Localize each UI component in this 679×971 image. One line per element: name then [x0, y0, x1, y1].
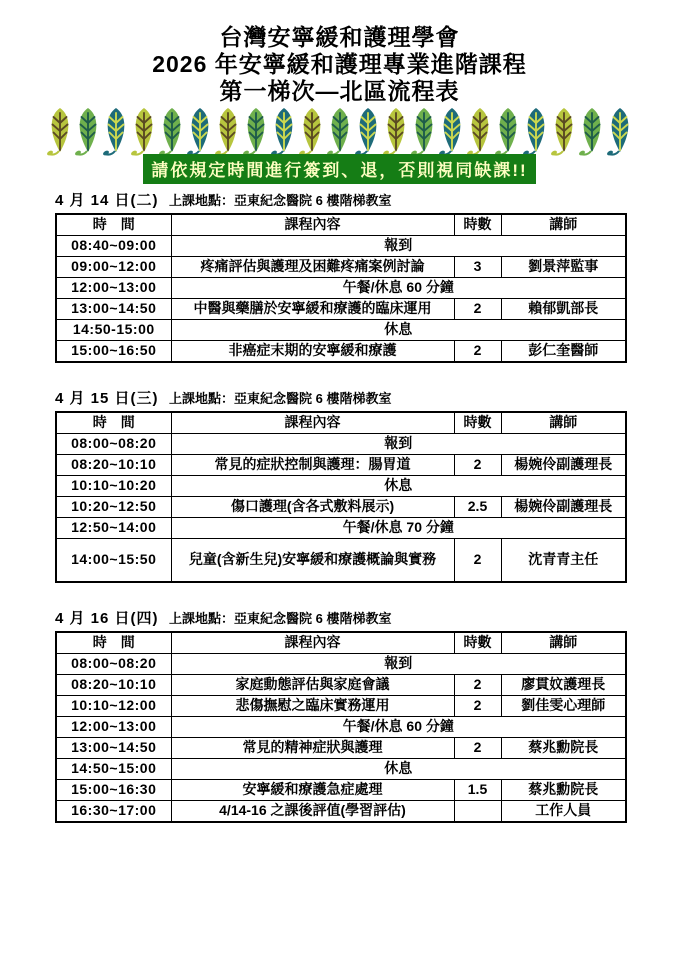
course-cell: 傷口護理(含各式敷料展示): [171, 497, 454, 518]
merged-activity-cell: 午餐/休息 60 分鐘: [171, 717, 626, 738]
lecturer-cell: 劉景萍監事: [501, 257, 626, 278]
course-cell: 中醫與藥膳於安寧緩和療護的臨床運用: [171, 299, 454, 320]
date-label: 4 月 14 日(二): [55, 192, 159, 209]
title-block: [0, 24, 679, 105]
leaf-icon: [186, 107, 214, 157]
time-cell: 14:00~15:50: [56, 539, 171, 583]
hours-cell: 2: [454, 341, 501, 363]
merged-activity-cell: 休息: [171, 320, 626, 341]
header-row: [56, 214, 626, 236]
table-row: [56, 675, 626, 696]
leaf-icon: [578, 107, 606, 157]
col-header-hours: 時數: [454, 632, 501, 654]
table-row: [56, 236, 626, 257]
lecturer-cell: 廖貫妏護理長: [501, 675, 626, 696]
table-row: [56, 696, 626, 717]
course-cell: 兒童(含新生兒)安寧緩和療護概論與實務: [171, 539, 454, 583]
leaf-icon: [158, 107, 186, 157]
schedule-table-april-15: [55, 411, 627, 583]
day-section-april-15: [55, 387, 627, 583]
day-section-april-16: [55, 607, 627, 823]
leaf-icon: [382, 107, 410, 157]
time-cell: 12:50~14:00: [56, 518, 171, 539]
table-row: [56, 539, 626, 583]
table-row: [56, 717, 626, 738]
merged-activity-cell: 報到: [171, 434, 626, 455]
table-row: [56, 257, 626, 278]
leaf-icon: [354, 107, 382, 157]
hours-cell: 2: [454, 299, 501, 320]
col-header-lecturer: 講師: [501, 632, 626, 654]
col-header-time: 時 間: [56, 632, 171, 654]
hours-cell: 1.5: [454, 780, 501, 801]
hours-cell: 2: [454, 738, 501, 759]
leaf-icon: [102, 107, 130, 157]
time-cell: 14:50~15:00: [56, 759, 171, 780]
day-label-april-16: [55, 607, 627, 628]
leaf-icon: [606, 107, 634, 157]
merged-activity-cell: 報到: [171, 654, 626, 675]
time-cell: 08:20~10:10: [56, 675, 171, 696]
lecturer-cell: 楊婉伶副護理長: [501, 497, 626, 518]
lecturer-cell: 楊婉伶副護理長: [501, 455, 626, 476]
lecturer-cell: 工作人員: [501, 801, 626, 823]
attendance-notice-banner: 請依規定時間進行簽到、退，否則視同缺課!!: [143, 154, 535, 184]
leaf-icon: [326, 107, 354, 157]
time-cell: 13:00~14:50: [56, 738, 171, 759]
day-section-april-14: [55, 189, 627, 363]
hours-cell: 2: [454, 539, 501, 583]
table-row: [56, 476, 626, 497]
hours-cell: [454, 801, 501, 823]
time-cell: 13:00~14:50: [56, 299, 171, 320]
leaf-icon: [298, 107, 326, 157]
leaf-icon: [242, 107, 270, 157]
table-row: [56, 278, 626, 299]
leaf-icon: [214, 107, 242, 157]
table-row: [56, 497, 626, 518]
col-header-lecturer: 講師: [501, 412, 626, 434]
lecturer-cell: 蔡兆勳院長: [501, 738, 626, 759]
course-cell: 4/14-16 之課後評值(學習評估): [171, 801, 454, 823]
table-row: [56, 341, 626, 363]
time-cell: 08:40~09:00: [56, 236, 171, 257]
table-row: [56, 320, 626, 341]
merged-activity-cell: 休息: [171, 476, 626, 497]
page-title-line-3: 第一梯次—北區流程表: [219, 78, 460, 104]
schedule-table-april-16: [55, 631, 627, 823]
leaf-icon: [74, 107, 102, 157]
leaf-icon: [494, 107, 522, 157]
time-cell: 15:00~16:50: [56, 341, 171, 363]
table-row: [56, 654, 626, 675]
col-header-hours: 時數: [454, 214, 501, 236]
table-row: [56, 434, 626, 455]
course-cell: 家庭動態評估與家庭會議: [171, 675, 454, 696]
col-header-content: 課程內容: [171, 214, 454, 236]
leaf-icon: [130, 107, 158, 157]
time-cell: 08:00~08:20: [56, 434, 171, 455]
page-title-line-1: 台灣安寧緩和護理學會: [219, 24, 460, 50]
time-cell: 15:00~16:30: [56, 780, 171, 801]
col-header-hours: 時數: [454, 412, 501, 434]
time-cell: 09:00~12:00: [56, 257, 171, 278]
merged-activity-cell: 午餐/休息 70 分鐘: [171, 518, 626, 539]
col-header-content: 課程內容: [171, 412, 454, 434]
table-row: [56, 455, 626, 476]
leaf-icon: [438, 107, 466, 157]
day-label-april-14: [55, 189, 627, 210]
leaf-icon: [550, 107, 578, 157]
merged-activity-cell: 午餐/休息 60 分鐘: [171, 278, 626, 299]
time-cell: 10:10~12:00: [56, 696, 171, 717]
table-row: [56, 780, 626, 801]
lecturer-cell: 沈青青主任: [501, 539, 626, 583]
course-cell: 悲傷撫慰之臨床實務運用: [171, 696, 454, 717]
table-row: [56, 299, 626, 320]
table-row: [56, 801, 626, 823]
course-cell: 非癌症末期的安寧緩和療護: [171, 341, 454, 363]
table-row: [56, 518, 626, 539]
course-cell: 安寧緩和療護急症處理: [171, 780, 454, 801]
time-cell: 12:00~13:00: [56, 717, 171, 738]
schedule-table-april-14: [55, 213, 627, 363]
leaf-icon: [522, 107, 550, 157]
time-cell: 08:00~08:20: [56, 654, 171, 675]
time-cell: 08:20~10:10: [56, 455, 171, 476]
table-row: [56, 738, 626, 759]
leaf-icon: [46, 107, 74, 157]
hours-cell: 3: [454, 257, 501, 278]
time-cell: 16:30~17:00: [56, 801, 171, 823]
table-row: [56, 759, 626, 780]
course-cell: 常見的症狀控制與護理：腸胃道: [171, 455, 454, 476]
leaf-icon: [466, 107, 494, 157]
course-cell: 疼痛評估與護理及困難疼痛案例討論: [171, 257, 454, 278]
leaf-icon: [270, 107, 298, 157]
notice-banner-wrap: [0, 154, 679, 184]
time-cell: 10:10~10:20: [56, 476, 171, 497]
col-header-time: 時 間: [56, 214, 171, 236]
merged-activity-cell: 報到: [171, 236, 626, 257]
col-header-lecturer: 講師: [501, 214, 626, 236]
location-label: 上課地點：亞東紀念醫院 6 樓階梯教室: [168, 193, 392, 208]
page-title-line-2: 2026 年安寧緩和護理專業進階課程: [152, 51, 527, 77]
hours-cell: 2.5: [454, 497, 501, 518]
lecturer-cell: 彭仁奎醫師: [501, 341, 626, 363]
time-cell: 12:00~13:00: [56, 278, 171, 299]
header-row: [56, 632, 626, 654]
header-row: [56, 412, 626, 434]
course-cell: 常見的精神症狀與護理: [171, 738, 454, 759]
lecturer-cell: 劉佳雯心理師: [501, 696, 626, 717]
date-label: 4 月 15 日(三): [55, 390, 159, 407]
date-label: 4 月 16 日(四): [55, 610, 159, 627]
day-label-april-15: [55, 387, 627, 408]
location-label: 上課地點：亞東紀念醫院 6 樓階梯教室: [168, 611, 392, 626]
hours-cell: 2: [454, 675, 501, 696]
col-header-content: 課程內容: [171, 632, 454, 654]
col-header-time: 時 間: [56, 412, 171, 434]
leaf-icon: [410, 107, 438, 157]
lecturer-cell: 蔡兆勳院長: [501, 780, 626, 801]
hours-cell: 2: [454, 696, 501, 717]
hours-cell: 2: [454, 455, 501, 476]
merged-activity-cell: 休息: [171, 759, 626, 780]
time-cell: 14:50-15:00: [56, 320, 171, 341]
leaf-decoration-row: [44, 107, 636, 157]
time-cell: 10:20~12:50: [56, 497, 171, 518]
lecturer-cell: 賴郁凱部長: [501, 299, 626, 320]
location-label: 上課地點：亞東紀念醫院 6 樓階梯教室: [168, 391, 392, 406]
